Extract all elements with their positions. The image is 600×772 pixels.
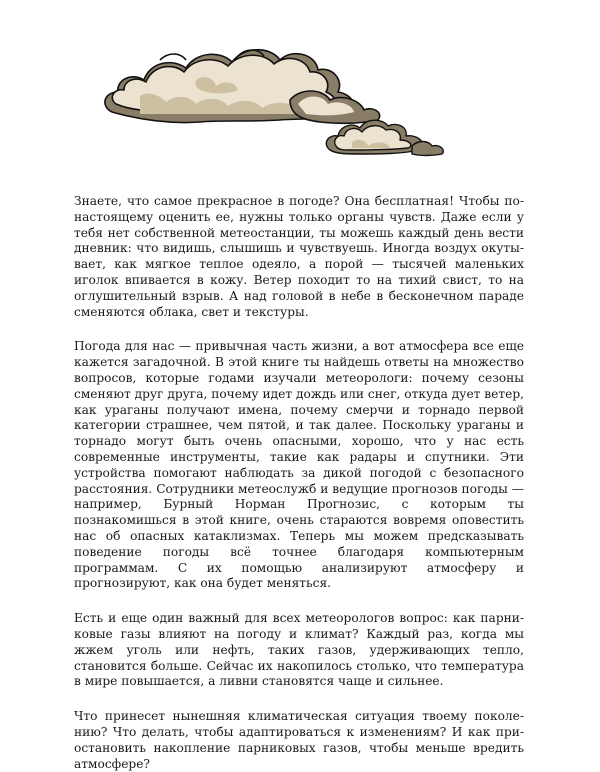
- paragraph-atmosphere: Погода для нас — привычная часть жизни, а вот атмосфера все еще кажется загадочной. В этой книге ты найдешь ответы на множество вопросов, которые годами изучали метеорологи: почему сезоны сменяют друг друга, почему идет дождь или снег, откуда дует ветер, как ураганы получают имена, почему смерчи и торнадо первой категории страшнее, чем пятой, и так далее. Поскольку ураганы и торнадо могут быть очень опасными, хорошо, что у нас есть современные инструменты, такие как радары и спутники. Эти устройства помогают наблюдать за дикой погодой с безопасного расстояния. Сотрудники метеослужб и ведущие прогнозов погоды — например, Бурный Норман Прогнозис, с которым ты познакомишься в этой книге, очень стараются вовремя оповестить нас об опасных катаклизмах. Теперь мы можем предсказывать поведение погоды всё точнее благодаря компьютерным программам. С их помощью анализируют атмосферу и прогнозируют, как она будет меняться.: [74, 339, 524, 591]
- clouds-illustration: [0, 0, 600, 180]
- small-cloud: [326, 120, 443, 155]
- large-cloud: [105, 50, 380, 124]
- paragraph-questions: Что принесет нынешняя климатическая ситуация твоему поколению? Что делать, чтобы адаптироваться к изменениям? И как приостановить накопление парниковых газов, чтобы меньше вредить атмосфере?: [74, 709, 524, 771]
- paragraph-greenhouse: Есть и еще один важный для всех метеорологов вопрос: как парниковые газы влияют на погоду и климат? Каждый раз, когда мы жжем уголь или нефть, таких газов, удерживающих тепло, становится больше. Сейчас их накопилось столько, что температура в мире повышается, а ливни становятся чаще и сильнее.: [74, 611, 524, 689]
- paragraph-intro: Знаете, что самое прекрасное в погоде? Она бесплатная! Чтобы по-настоящему оценить ее, нужны только органы чувств. Даже если у тебя нет собственной метеостанции, ты можешь каждый день вести дневник: что видишь, слышишь и чувствуешь. Иногда воздух окутывает, как мягкое теплое одеяло, а порой — тысячей маленьких иголок впивается в кожу. Ветер походит то на тихий свист, то на оглушительный взрыв. А над головой в небе в бесконечном параде сменяются облака, свет и текстуры.: [74, 194, 524, 319]
- body-text: [74, 194, 524, 772]
